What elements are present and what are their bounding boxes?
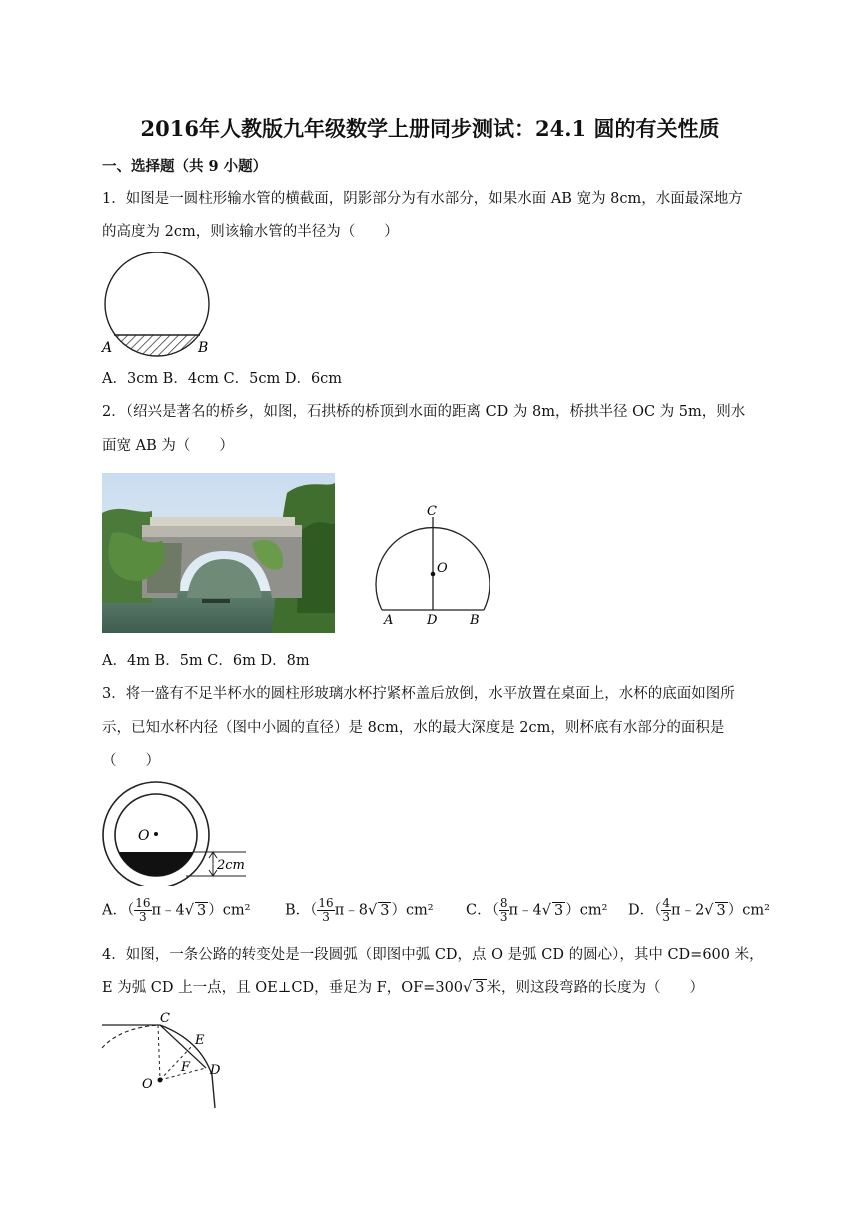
q2-label-b: B: [470, 613, 480, 628]
q2-label-a: A: [384, 613, 394, 628]
q2-label-c: C: [427, 504, 437, 519]
q1-pipe-figure: [100, 252, 215, 360]
bridge-photo: [102, 473, 335, 633]
q4-label-e: E: [195, 1033, 205, 1048]
q3-label-depth: 2cm: [217, 858, 245, 873]
q2-options: A．4m B．5m C．6m D．8m: [102, 653, 310, 669]
q1-label-a: A: [102, 340, 113, 356]
q2-arch-figure: [372, 498, 490, 630]
q4-label-d: D: [210, 1063, 221, 1078]
q1-label-b: B: [198, 340, 209, 356]
q4-label-f: F: [181, 1060, 191, 1075]
q1-text-line2: 的高度为 2cm，则该输水管的半径为（ ）: [102, 224, 399, 240]
q4-label-o: O: [142, 1077, 153, 1092]
q3-text-line1: 3．将一盛有不足半杯水的圆柱形玻璃水杯拧紧杯盖后放倒，水平放置在桌面上，水杯的底面如图所: [102, 686, 735, 702]
q3-text-line3: （ ）: [102, 753, 160, 769]
q3-cup-figure: [98, 778, 250, 886]
q1-text-line1: 1．如图是一圆柱形输水管的横截面，阴影部分为有水部分，如果水面 AB 宽为 8cm，水面最深地方: [102, 191, 743, 207]
q4-center-dot: [158, 1078, 163, 1083]
q2-text-line2: 面宽 AB 为（ ）: [102, 438, 234, 454]
q3-label-o: O: [138, 828, 150, 844]
section-heading: 一、选择题（共 9 小题）: [102, 158, 268, 175]
q4-dashed-arc-left: [102, 1025, 158, 1048]
q2-label-d: D: [427, 613, 438, 628]
q2-center-dot: [431, 572, 436, 577]
q4-road-figure: [100, 1010, 225, 1110]
q4-text-line2: E 为弧 CD 上一点，且 OE⊥CD，垂足为 F，OF=300√ 3 米，则这段弯路的长度为（ ）: [102, 980, 705, 996]
q3-option-d: D．（ $\frac{4}{3}$ π﹣2√ 3 ）cm²: [628, 896, 770, 924]
q2-label-o: O: [437, 561, 448, 576]
q3-center-dot: [154, 832, 158, 836]
q4-dashed-oc: [158, 1025, 160, 1080]
q3-text-line2: 示，已知水杯内径（图中小圆的直径）是 8cm，水的最大深度是 2cm，则杯底有水部分的面积是: [102, 720, 725, 736]
page-title: 2016年人教版九年级数学上册同步测试：24.1 圆的有关性质: [140, 116, 720, 141]
q1-options: A．3cm B．4cm C．5cm D．6cm: [102, 371, 343, 387]
q3-option-c: C．（ $\frac{8}{3}$ π﹣4√ 3 ）cm²: [466, 896, 608, 924]
q3-option-a: A．（ $\frac{16}{3}$ π﹣4√ 3 ）cm²: [102, 896, 251, 924]
q3-option-b: B．（ $\frac{16}{3}$ π﹣8√ 3 ）cm²: [285, 896, 434, 924]
q2-text-line1: 2．（绍兴是著名的桥乡，如图，石拱桥的桥顶到水面的距离 CD 为 8m，桥拱半径 OC 为 5m，则水: [102, 404, 746, 420]
q4-text-line1: 4．如图，一条公路的转变处是一段圆弧（即图中弧 CD，点 O 是弧 CD 的圆心），其中 CD=600 米，: [102, 947, 764, 963]
q4-label-c: C: [160, 1011, 170, 1026]
